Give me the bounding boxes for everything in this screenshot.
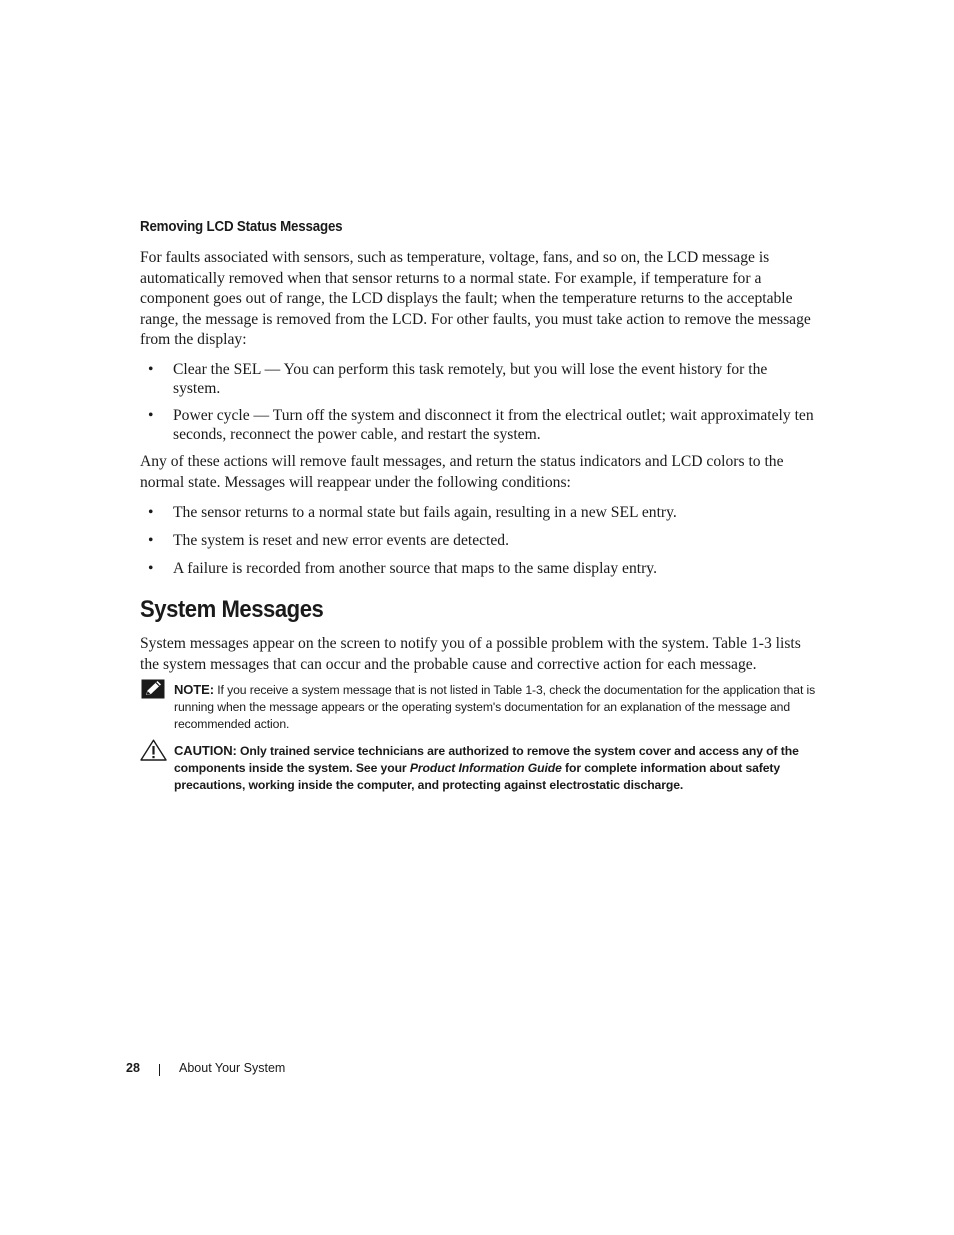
caution-label: CAUTION: [174, 743, 237, 758]
caution-text-start: Only trained service technicians are authorized to remove the system cover and access any of the components inside the system. See your [174, 744, 799, 775]
section-heading: Removing LCD Status Messages [140, 219, 343, 235]
footer-divider [159, 1060, 160, 1076]
note-pencil-icon [141, 679, 165, 699]
caution-triangle-icon [140, 739, 167, 761]
after-paragraph: Any of these actions will remove fault messages, and return the status indicators and LCD colors to the normal state. Messages will reappear under the following conditions: [140, 453, 784, 491]
list-item-text: Clear the SEL — You can perform this task remotely, but you will lose the event history for the system. [173, 361, 768, 397]
list-item [140, 503, 815, 522]
bullet-icon: • [148, 504, 154, 521]
note-label: NOTE: [174, 682, 214, 697]
list-item-text: The system is reset and new error events are detected. [173, 532, 509, 549]
system-messages-paragraph: System messages appear on the screen to notify you of a possible problem with the system. Table 1-3 lists the system messages that can occur and the probable cause and corrective action for each message. [140, 635, 801, 673]
bullet-icon: • [148, 560, 154, 577]
product-information-guide-reference: Product Information Guide [409, 761, 562, 775]
page-title: System Messages [140, 596, 324, 623]
bullet-icon: • [148, 532, 154, 549]
list-item [140, 559, 815, 578]
note-text: If you receive a system message that is not listed in Table 1-3, check the documentation for the application that is running when the message appears or the operating system's documentation for an explanation of the message and recommended action. [174, 683, 816, 731]
bullet-icon: • [148, 407, 154, 424]
caution-text-end: for complete information about safety precautions, working inside the computer, and protecting against electrostatic discharge. [174, 761, 781, 792]
list-item-text: A failure is recorded from another source that maps to the same display entry. [173, 560, 657, 577]
list-item [140, 406, 815, 444]
list-item-text: Power cycle — Turn off the system and disconnect it from the electrical outlet; wait approximately ten seconds, reconnect the power cable, and restart the system. [173, 407, 814, 443]
footer-section-title: About Your System [179, 1061, 286, 1075]
caution-callout [174, 742, 819, 794]
intro-paragraph: For faults associated with sensors, such as temperature, voltage, fans, and so on, the LCD message is automatically removed when that sensor returns to a normal state. For example, if temperature for a component goes out of range, the LCD displays the fault; when the temperature returns to the acceptable range, the message is removed from the LCD. For other faults, you must take action to remove the message from the display: [140, 249, 811, 348]
page-number: 28 [126, 1061, 140, 1075]
list-item [140, 360, 815, 398]
bullet-icon: • [148, 361, 154, 378]
note-callout [174, 681, 819, 733]
list-item-text: The sensor returns to a normal state but fails again, resulting in a new SEL entry. [173, 504, 677, 521]
list-item [140, 531, 815, 550]
